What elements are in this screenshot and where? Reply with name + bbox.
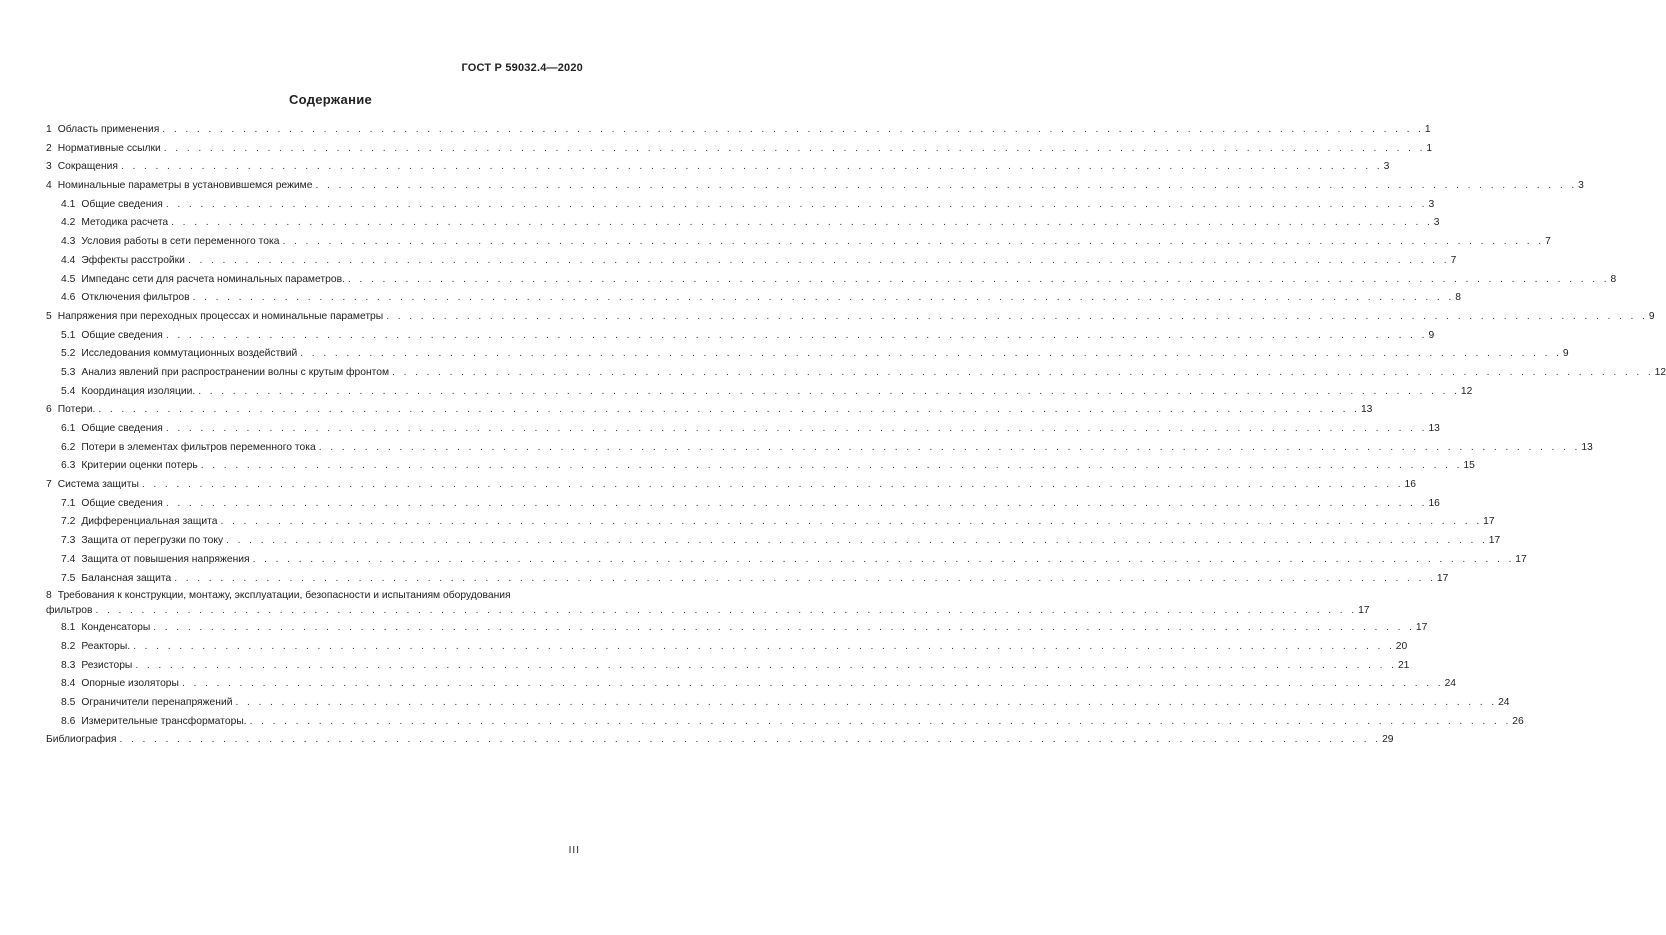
toc-entry-number: 8.5 bbox=[61, 696, 76, 708]
toc-entry-title: Нормативные ссылки bbox=[57, 142, 161, 154]
toc-entry-title: Общие сведения bbox=[81, 198, 163, 210]
toc-entry-number: 6.1 bbox=[61, 423, 76, 434]
toc-entry-title: фильтров bbox=[46, 605, 93, 617]
toc-entry-number: 7.5 bbox=[61, 572, 76, 584]
toc-entry-number: 6 bbox=[46, 404, 52, 416]
toc-leader-dots: . . . . . . . . . . . . . . . . . . . . . . . . . . . . . . . . . . . . . . . . . . . . . . . . . . . . . . . . . . . . . . . . . . . . . . . . . . . . . . . . . . . . . . . . . . . . . . . . . . . . . . . . . . . . . . bbox=[315, 180, 1578, 192]
toc-entry-number: 7.3 bbox=[61, 535, 76, 547]
toc-entry-page: 7 bbox=[1545, 236, 1551, 248]
toc-entry bbox=[46, 383, 1473, 402]
toc-leader-dots: . . . . . . . . . . . . . . . . . . . . . . . . . . . . . . . . . . . . . . . . . . . . . . . . . . . . . . . . . . . . . . . . . . . . . . . . . . . . . . . . . . . . . . . . . . . . . . . . . . . . . . . . . . . . . . bbox=[192, 292, 1455, 304]
toc-entry-title: Балансная защита bbox=[81, 572, 172, 584]
toc-entry-page: 8 bbox=[1455, 292, 1461, 304]
toc-entry-page: 12 bbox=[1654, 366, 1666, 378]
toc-entry-number: 4.3 bbox=[61, 236, 76, 248]
toc-entry bbox=[46, 121, 1431, 140]
toc-leader-dots: . . . . . . . . . . . . . . . . . . . . . . . . . . . . . . . . . . . . . . . . . . . . . . . . . . . . . . . . . . . . . . . . . . . . . . . . . . . . . . . . . . . . . . . . . . . . . . . . . . . . . . . . . . . . . . bbox=[198, 385, 1460, 397]
toc-entry bbox=[46, 713, 1524, 732]
toc-entry-title: Сокращения bbox=[57, 161, 118, 173]
toc-leader-dots: . . . . . . . . . . . . . . . . . . . . . . . . . . . . . . . . . . . . . . . . . . . . . . . . . . . . . . . . . . . . . . . . . . . . . . . . . . . . . . . . . . . . . . . . . . . . . . . . . . . . . . . . . . . . . . bbox=[226, 535, 1488, 547]
toc-entry-page: 1 bbox=[1426, 142, 1433, 154]
toc-entry-page: 8 bbox=[1610, 273, 1617, 285]
toc-entry bbox=[46, 731, 1394, 750]
toc-entry-title: Библиография bbox=[46, 734, 117, 746]
toc-entry-number: 7 bbox=[46, 479, 52, 491]
toc-entry-page: 3 bbox=[1433, 217, 1440, 229]
toc-leader-dots: . . . . . . . . . . . . . . . . . . . . . . . . . . . . . . . . . . . . . . . . . . . . . . . . . . . . . . . . . . . . . . . . . . . . . . . . . . . . . . . . . . . . . . . . . . . . . . . . . . . . . . . . . . . . . . bbox=[174, 572, 1436, 584]
document-header: ГОСТ Р 59032.4—2020 bbox=[461, 62, 583, 74]
toc-entry-title: Исследования коммутационных воздействий bbox=[81, 348, 298, 360]
toc-entry-page: 26 bbox=[1512, 715, 1524, 727]
toc-entry bbox=[46, 657, 1410, 676]
toc-leader-dots: . . . . . . . . . . . . . . . . . . . . . . . . . . . . . . . . . . . . . . . . . . . . . . . . . . . . . . . . . . . . . . . . . . . . . . . . . . . . . . . . . . . . . . . . . . . . . . . . . . . . . . . . . . . . . . bbox=[171, 217, 1433, 229]
toc-leader-dots: . . . . . . . . . . . . . . . . . . . . . . . . . . . . . . . . . . . . . . . . . . . . . . . . . . . . . . . . . . . . . . . . . . . . . . . . . . . . . . . . . . . . . . . . . . . . . . . . . . . . . . . . . . . . . . bbox=[165, 198, 1428, 210]
toc-entry bbox=[46, 196, 1435, 215]
toc-entry-number: 5.3 bbox=[61, 366, 76, 378]
toc-entry-page: 16 bbox=[1428, 497, 1440, 509]
toc-entry bbox=[46, 420, 1440, 439]
toc-entry-title: Напряжения при переходных процессах и номинальные параметры bbox=[57, 310, 384, 322]
toc-entry bbox=[46, 476, 1416, 495]
toc-entry-number: 6.3 bbox=[61, 460, 76, 472]
toc-entry-number: 4.6 bbox=[61, 292, 76, 304]
toc-entry bbox=[46, 364, 1666, 383]
toc-entry-title: Система защиты bbox=[57, 479, 139, 491]
toc-entry-page: 17 bbox=[1436, 572, 1449, 584]
toc-entry-title: Условия работы в сети переменного тока bbox=[81, 236, 280, 248]
toc-entry-number: 7.2 bbox=[61, 516, 76, 528]
toc-entry-number: 4.5 bbox=[61, 273, 76, 285]
toc-entry-number: 4.2 bbox=[61, 217, 76, 229]
toc-entry-title: Общие сведения bbox=[81, 329, 163, 341]
toc-entry bbox=[46, 140, 1433, 159]
toc-entry-page: 16 bbox=[1404, 479, 1416, 491]
toc-entry-number: 8.1 bbox=[61, 622, 76, 634]
toc-leader-dots: . . . . . . . . . . . . . . . . . . . . . . . . . . . . . . . . . . . . . . . . . . . . . . . . . . . . . . . . . . . . . . . . . . . . . . . . . . . . . . . . . . . . . . . . . . . . . . . . . . . . . . . . . . . . . . bbox=[220, 516, 1483, 528]
toc-entry-title: Резисторы bbox=[81, 659, 133, 671]
toc-entry-number: 2 bbox=[46, 142, 52, 154]
page-title: Содержание bbox=[288, 92, 373, 107]
toc-leader-dots: . . . . . . . . . . . . . . . . . . . . . . . . . . . . . . . . . . . . . . . . . . . . . . . . . . . . . . . . . . . . . . . . . . . . . . . . . . . . . . . . . . . . . . . . . . . . . . . . . . . . . . . . . . . . . . bbox=[200, 460, 1463, 472]
toc-entry-number: 6.2 bbox=[61, 441, 76, 453]
toc-entry-page: 9 bbox=[1428, 329, 1435, 341]
toc-entry bbox=[46, 457, 1475, 476]
toc-entry bbox=[46, 532, 1501, 551]
toc-leader-dots: . . . . . . . . . . . . . . . . . . . . . . . . . . . . . . . . . . . . . . . . . . . . . . . . . . . . . . . . . . . . . . . . . . . . . . . . . . . . . . . . . . . . . . . . . . . . . . . . . . . . . . . . . . . . . . bbox=[141, 479, 1404, 491]
toc-leader-dots: . . . . . . . . . . . . . . . . . . . . . . . . . . . . . . . . . . . . . . . . . . . . . . . . . . . . . . . . . . . . . . . . . . . . . . . . . . . . . . . . . . . . . . . . . . . . . . . . . . . . . . . . . . . . . . bbox=[165, 329, 1428, 341]
toc-entry bbox=[46, 177, 1584, 196]
toc-leader-dots: . . . . . . . . . . . . . . . . . . . . . . . . . . . . . . . . . . . . . . . . . . . . . . . . . . . . . . . . . . . . . . . . . . . . . . . . . . . . . . . . . . . . . . . . . . . . . . . . . . . . . . . . . . . . . . bbox=[300, 348, 1562, 360]
toc-entry-title: Требования к конструкции, монтажу, эксплуатации, безопасности и испытаниям оборудования bbox=[57, 590, 511, 602]
toc-entry-title: Общие сведения bbox=[81, 423, 163, 434]
toc-entry bbox=[46, 588, 583, 603]
toc-entry-title: Импеданс сети для расчета номинальных параметров. bbox=[81, 273, 345, 285]
toc-leader-dots: . . . . . . . . . . . . . . . . . . . . . . . . . . . . . . . . . . . . . . . . . . . . . . . . . . . . . . . . . . . . . . . . . . . . . . . . . . . . . . . . . . . . . . . . . . . . . . . . . . . . . . . . . . . . . . bbox=[133, 640, 1395, 652]
toc-entry-number: 5.2 bbox=[61, 348, 76, 360]
toc-entry-title: Защита от перегрузки по току bbox=[81, 535, 224, 547]
toc-entry-number: 3 bbox=[46, 161, 52, 173]
toc-entry-number: 8.6 bbox=[61, 715, 76, 727]
toc-entry-number: 7.4 bbox=[61, 553, 76, 565]
toc-entry-page: 24 bbox=[1444, 678, 1457, 690]
toc-entry-title: Анализ явлений при распространении волны с крутым фронтом bbox=[81, 366, 390, 378]
toc-entry-page: 20 bbox=[1395, 640, 1408, 652]
toc-entry-number: 4.1 bbox=[61, 198, 76, 210]
toc-entry bbox=[46, 308, 1655, 327]
toc-entry-number: 8 bbox=[46, 590, 52, 602]
toc-entry-title: Реакторы. bbox=[81, 640, 131, 652]
toc-entry-title: Критерии оценки потерь bbox=[81, 460, 198, 472]
toc-leader-dots: . . . . . . . . . . . . . . . . . . . . . . . . . . . . . . . . . . . . . . . . . . . . . . . . . . . . . . . . . . . . . . . . . . . . . . . . . . . . . . . . . . . . . . . . . . . . . . . . . . . . . . . . . . . . . . bbox=[135, 659, 1397, 671]
toc-entry-page: 15 bbox=[1463, 460, 1475, 472]
toc-leader-dots: . . . . . . . . . . . . . . . . . . . . . . . . . . . . . . . . . . . . . . . . . . . . . . . . . . . . . . . . . . . . . . . . . . . . . . . . . . . . . . . . . . . . . . . . . . . . . . . . . . . . . . . . . . . . . . bbox=[95, 605, 1358, 617]
toc-entry bbox=[46, 327, 1435, 346]
toc-entry-page: 13 bbox=[1428, 423, 1440, 434]
toc-entry bbox=[46, 638, 1408, 657]
toc-entry-page: 7 bbox=[1450, 254, 1457, 266]
toc-entry bbox=[46, 619, 1428, 638]
toc-leader-dots: . . . . . . . . . . . . . . . . . . . . . . . . . . . . . . . . . . . . . . . . . . . . . . . . . . . . . . . . . . . . . . . . . . . . . . . . . . . . . . . . . . . . . . . . . . . . . . . . . . . . . . . . . . . . . . bbox=[282, 236, 1545, 248]
toc-entry-title: Область применения bbox=[57, 124, 160, 135]
toc-entry-page: 24 bbox=[1498, 696, 1510, 708]
toc-entry-page: 3 bbox=[1383, 161, 1390, 173]
toc-entry-number: 8.2 bbox=[61, 640, 76, 652]
toc-entry-number: 7.1 bbox=[61, 497, 76, 509]
toc-entry-number: 5 bbox=[46, 310, 52, 322]
toc-entry bbox=[46, 495, 1440, 514]
toc-entry-number: 8.4 bbox=[61, 678, 76, 690]
toc-entry-title: Методика расчета bbox=[81, 217, 169, 229]
toc-entry bbox=[46, 513, 1495, 532]
toc-entry-title: Измерительные трансформаторы. bbox=[81, 715, 247, 727]
toc-entry-page: 12 bbox=[1460, 385, 1473, 397]
toc-leader-dots: . . . . . . . . . . . . . . . . . . . . . . . . . . . . . . . . . . . . . . . . . . . . . . . . . . . . . . . . . . . . . . . . . . . . . . . . . . . . . . . . . . . . . . . . . . . . . . . . . . . . . . . . . . . . . . bbox=[98, 404, 1360, 416]
toc-leader-dots: . . . . . . . . . . . . . . . . . . . . . . . . . . . . . . . . . . . . . . . . . . . . . . . . . . . . . . . . . . . . . . . . . . . . . . . . . . . . . . . . . . . . . . . . . . . . . . . . . . . . . . . . . . . . . . bbox=[392, 366, 1654, 378]
toc-leader-dots: . . . . . . . . . . . . . . . . . . . . . . . . . . . . . . . . . . . . . . . . . . . . . . . . . . . . . . . . . . . . . . . . . . . . . . . . . . . . . . . . . . . . . . . . . . . . . . . . . . . . . . . . . . . . . . bbox=[165, 497, 1428, 509]
toc-entry-number: 4 bbox=[46, 180, 52, 192]
toc-leader-dots: . . . . . . . . . . . . . . . . . . . . . . . . . . . . . . . . . . . . . . . . . . . . . . . . . . . . . . . . . . . . . . . . . . . . . . . . . . . . . . . . . . . . . . . . . . . . . . . . . . . . . . . . . . . . . . bbox=[119, 734, 1382, 746]
toc-entry-title: Конденсаторы bbox=[81, 622, 151, 634]
toc-entry-number: 1 bbox=[46, 124, 52, 135]
toc-entry-title: Эффекты расстройки bbox=[81, 254, 185, 266]
toc-entry-page: 29 bbox=[1382, 734, 1394, 746]
toc-entry-title: Защита от повышения напряжения bbox=[81, 553, 250, 565]
toc-entry-page: 21 bbox=[1397, 659, 1410, 671]
toc-leader-dots: . . . . . . . . . . . . . . . . . . . . . . . . . . . . . . . . . . . . . . . . . . . . . . . . . . . . . . . . . . . . . . . . . . . . . . . . . . . . . . . . . . . . . . . . . . . . . . . . . . . . . . . . . . . . . . bbox=[153, 622, 1415, 634]
toc-leader-dots: . . . . . . . . . . . . . . . . . . . . . . . . . . . . . . . . . . . . . . . . . . . . . . . . . . . . . . . . . . . . . . . . . . . . . . . . . . . . . . . . . . . . . . . . . . . . . . . . . . . . . . . . . . . . . . bbox=[347, 273, 1610, 285]
table-of-contents bbox=[46, 121, 1666, 750]
toc-entry-page: 3 bbox=[1428, 198, 1435, 210]
toc-entry-page: 1 bbox=[1424, 124, 1431, 135]
toc-entry bbox=[46, 551, 1527, 570]
toc-entry bbox=[46, 401, 1373, 420]
toc-entry-page: 9 bbox=[1648, 310, 1655, 322]
toc-entry-title: Координация изоляции. bbox=[81, 385, 196, 397]
toc-entry bbox=[46, 252, 1457, 271]
toc-entry-number: 8.3 bbox=[61, 659, 76, 671]
toc-entry-number: 4.4 bbox=[61, 254, 76, 266]
toc-leader-dots: . . . . . . . . . . . . . . . . . . . . . . . . . . . . . . . . . . . . . . . . . . . . . . . . . . . . . . . . . . . . . . . . . . . . . . . . . . . . . . . . . . . . . . . . . . . . . . . . . . . . . . . . . . . . . . bbox=[187, 254, 1450, 266]
toc-entry bbox=[46, 570, 1449, 589]
toc-entry-title: Общие сведения bbox=[81, 497, 163, 509]
toc-entry-page: 17 bbox=[1483, 516, 1495, 528]
toc-entry bbox=[46, 158, 1390, 177]
toc-entry-page: 13 bbox=[1581, 441, 1593, 453]
toc-leader-dots: . . . . . . . . . . . . . . . . . . . . . . . . . . . . . . . . . . . . . . . . . . . . . . . . . . . . . . . . . . . . . . . . . . . . . . . . . . . . . . . . . . . . . . . . . . . . . . . . . . . . . . . . . . . . . . bbox=[162, 124, 1424, 135]
toc-leader-dots: . . . . . . . . . . . . . . . . . . . . . . . . . . . . . . . . . . . . . . . . . . . . . . . . . . . . . . . . . . . . . . . . . . . . . . . . . . . . . . . . . . . . . . . . . . . . . . . . . . . . . . . . . . . . . . bbox=[318, 441, 1581, 453]
toc-entry-number: 5.1 bbox=[61, 329, 76, 341]
toc-leader-dots: . . . . . . . . . . . . . . . . . . . . . . . . . . . . . . . . . . . . . . . . . . . . . . . . . . . . . . . . . . . . . . . . . . . . . . . . . . . . . . . . . . . . . . . . . . . . . . . . . . . . . . . . . . . . . . bbox=[120, 161, 1383, 173]
toc-entry-title: Ограничители перенапряжений bbox=[81, 696, 233, 708]
toc-entry-title: Потери. bbox=[57, 404, 96, 416]
toc-entry-page: 17 bbox=[1515, 553, 1527, 565]
toc-entry bbox=[46, 289, 1461, 308]
toc-entry-page: 17 bbox=[1358, 605, 1370, 617]
toc-entry bbox=[46, 214, 1440, 233]
toc-entry-page: 17 bbox=[1415, 622, 1428, 634]
toc-entry-page: 17 bbox=[1488, 535, 1501, 547]
toc-entry-page: 9 bbox=[1562, 348, 1569, 360]
toc-entry bbox=[46, 233, 1551, 252]
toc-entry bbox=[46, 345, 1569, 364]
toc-entry-number: 5.4 bbox=[61, 385, 76, 397]
toc-leader-dots: . . . . . . . . . . . . . . . . . . . . . . . . . . . . . . . . . . . . . . . . . . . . . . . . . . . . . . . . . . . . . . . . . . . . . . . . . . . . . . . . . . . . . . . . . . . . . . . . . . . . . . . . . . . . . . bbox=[252, 553, 1515, 565]
toc-entry-title: Дифференциальная защита bbox=[81, 516, 218, 528]
toc-entry-title: Потери в элементах фильтров переменного тока bbox=[81, 441, 316, 453]
toc-leader-dots: . . . . . . . . . . . . . . . . . . . . . . . . . . . . . . . . . . . . . . . . . . . . . . . . . . . . . . . . . . . . . . . . . . . . . . . . . . . . . . . . . . . . . . . . . . . . . . . . . . . . . . . . . . . . . . bbox=[249, 715, 1512, 727]
toc-leader-dots: . . . . . . . . . . . . . . . . . . . . . . . . . . . . . . . . . . . . . . . . . . . . . . . . . . . . . . . . . . . . . . . . . . . . . . . . . . . . . . . . . . . . . . . . . . . . . . . . . . . . . . . . . . . . . . bbox=[386, 310, 1648, 322]
toc-leader-dots: . . . . . . . . . . . . . . . . . . . . . . . . . . . . . . . . . . . . . . . . . . . . . . . . . . . . . . . . . . . . . . . . . . . . . . . . . . . . . . . . . . . . . . . . . . . . . . . . . . . . . . . . . . . . . . bbox=[165, 423, 1428, 434]
toc-entry-title: Отключения фильтров bbox=[81, 292, 190, 304]
toc-entry bbox=[46, 439, 1593, 458]
toc-entry-page: 3 bbox=[1578, 180, 1584, 192]
toc-entry-page: 13 bbox=[1360, 404, 1373, 416]
toc-entry-title: Номинальные параметры в установившемся режиме bbox=[57, 180, 313, 192]
toc-entry bbox=[46, 675, 1457, 694]
page-number: III bbox=[568, 845, 580, 856]
toc-entry bbox=[46, 603, 1370, 619]
toc-entry bbox=[46, 694, 1510, 713]
toc-entry bbox=[46, 271, 1617, 290]
toc-entry-title: Опорные изоляторы bbox=[81, 678, 179, 690]
toc-leader-dots: . . . . . . . . . . . . . . . . . . . . . . . . . . . . . . . . . . . . . . . . . . . . . . . . . . . . . . . . . . . . . . . . . . . . . . . . . . . . . . . . . . . . . . . . . . . . . . . . . . . . . . . . . . . . . . bbox=[163, 142, 1426, 154]
toc-leader-dots: . . . . . . . . . . . . . . . . . . . . . . . . . . . . . . . . . . . . . . . . . . . . . . . . . . . . . . . . . . . . . . . . . . . . . . . . . . . . . . . . . . . . . . . . . . . . . . . . . . . . . . . . . . . . . . bbox=[235, 696, 1498, 708]
toc-leader-dots: . . . . . . . . . . . . . . . . . . . . . . . . . . . . . . . . . . . . . . . . . . . . . . . . . . . . . . . . . . . . . . . . . . . . . . . . . . . . . . . . . . . . . . . . . . . . . . . . . . . . . . . . . . . . . . bbox=[181, 678, 1444, 690]
